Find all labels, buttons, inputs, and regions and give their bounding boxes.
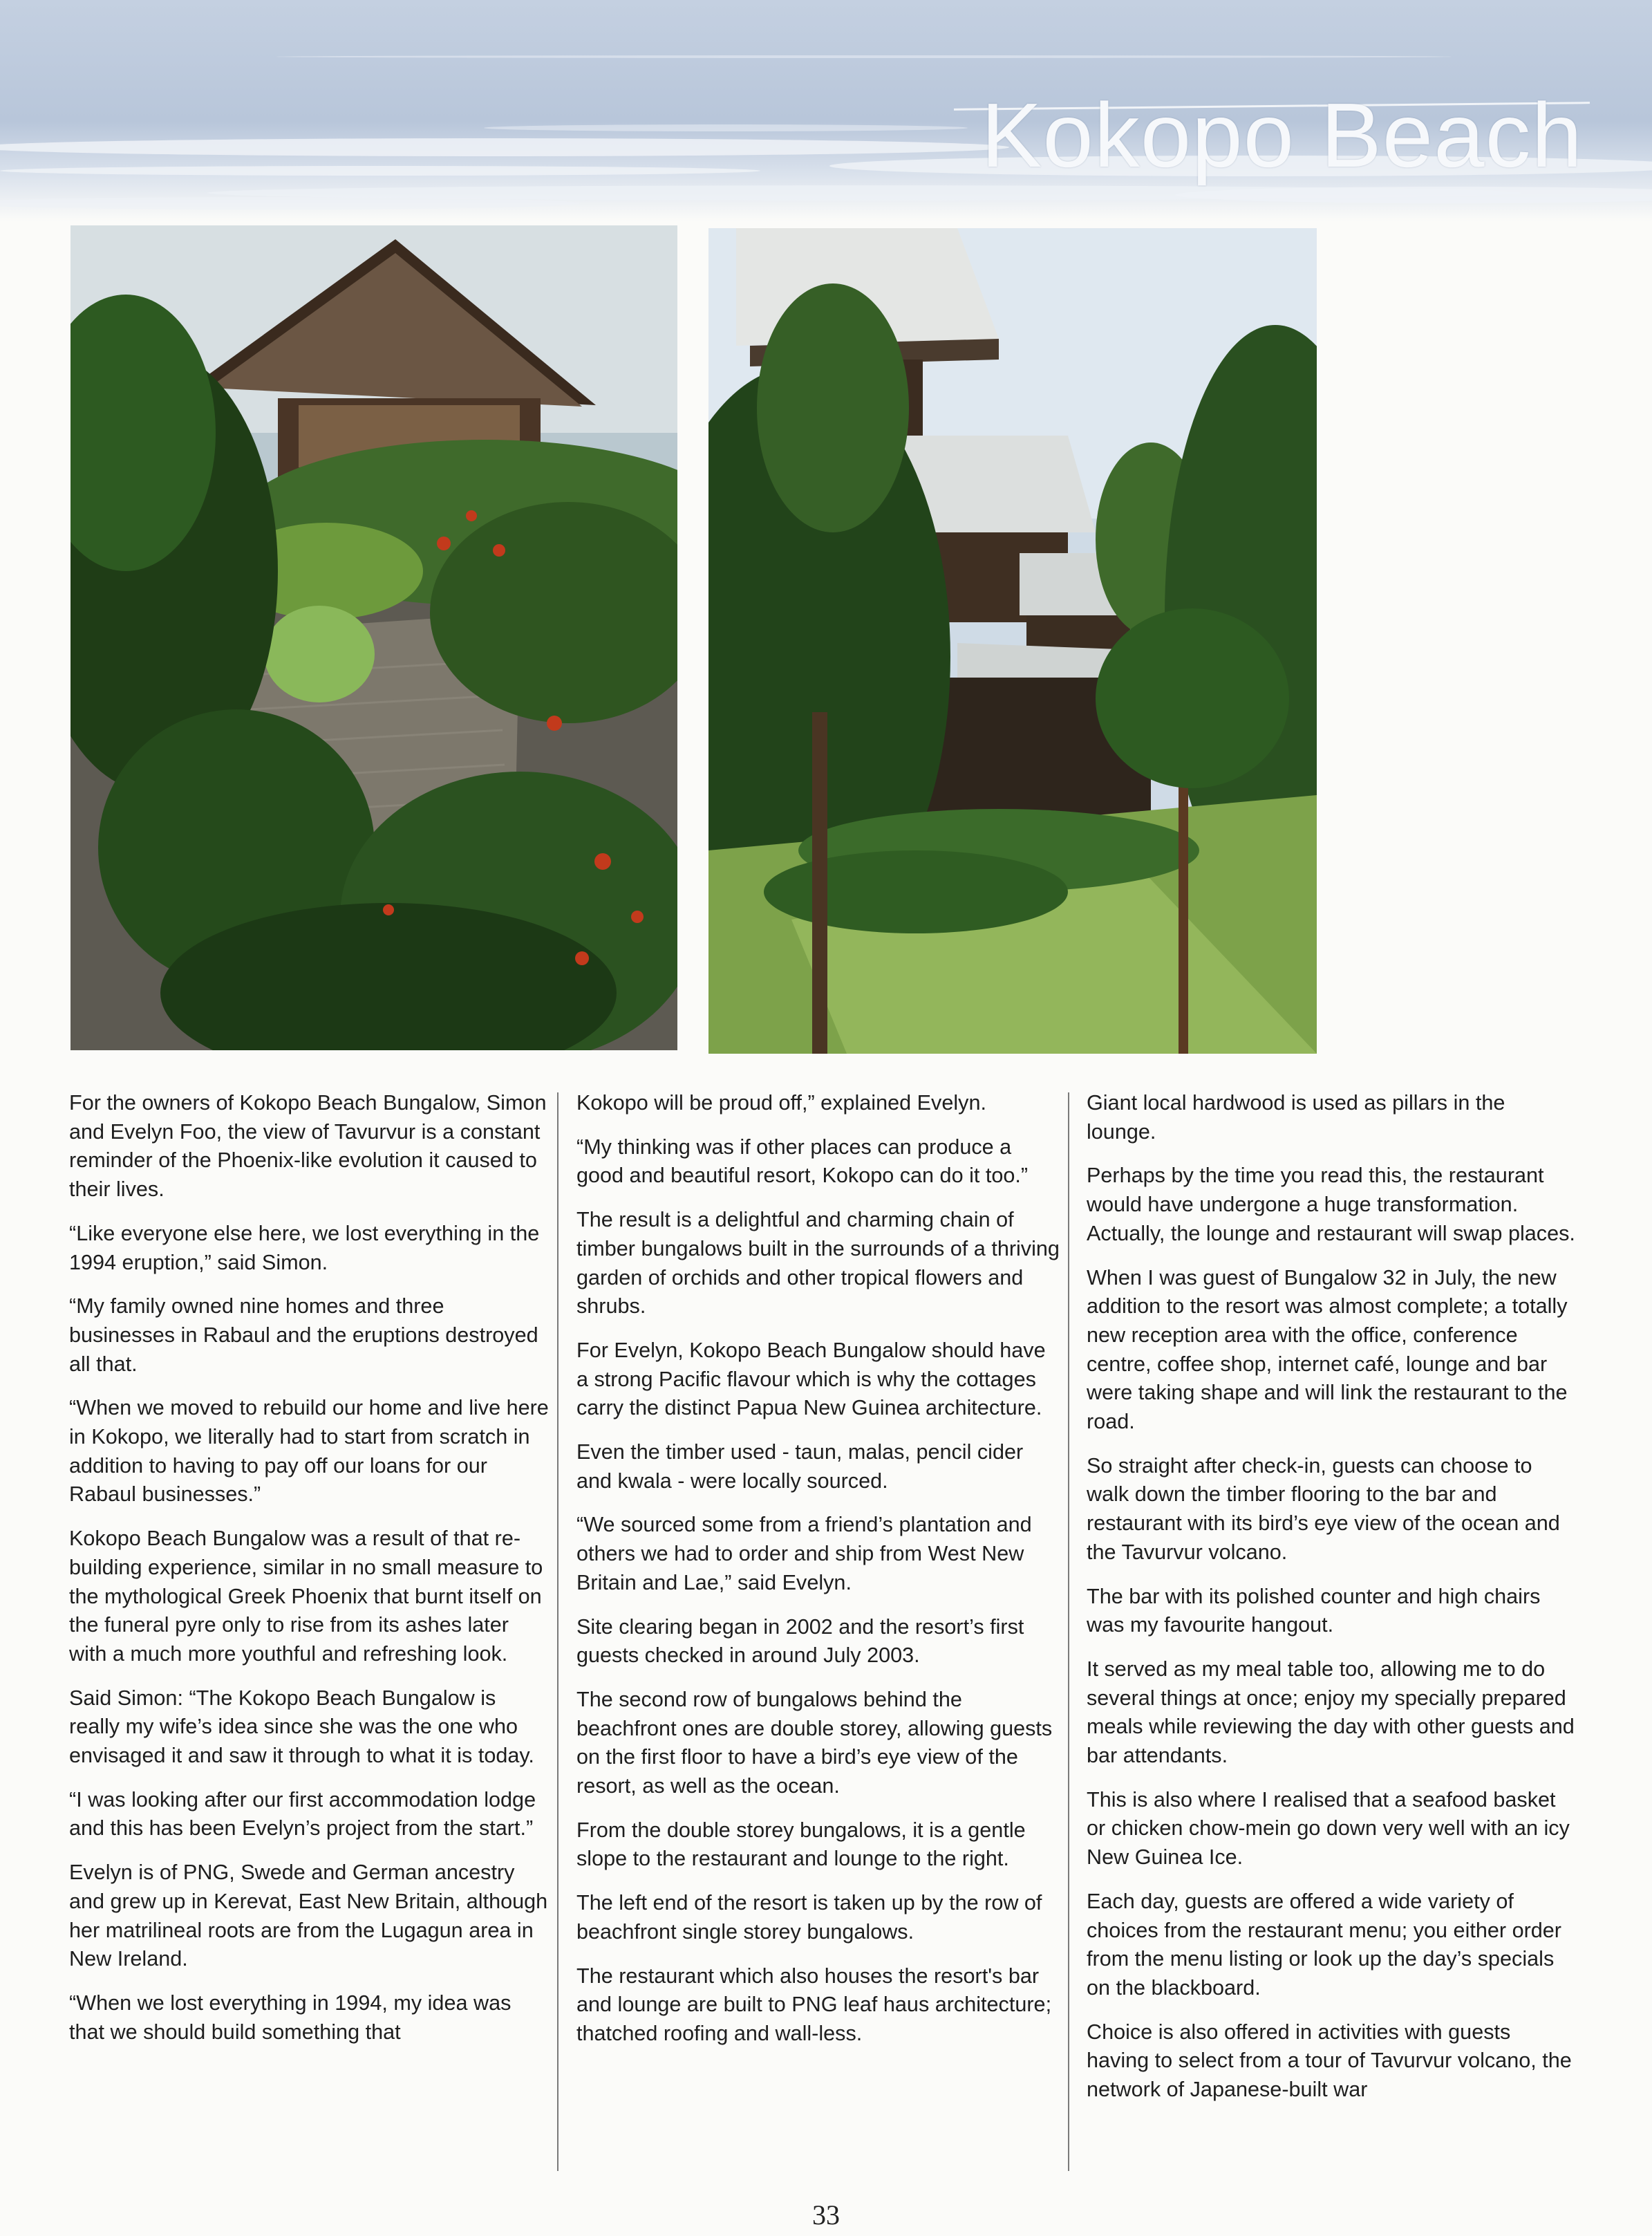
paragraph: For Evelyn, Kokopo Beach Bungalow should have a strong Pacific flavour which is why the cottages carry the distinct Papua New Guinea architecture. [576,1338,1046,1420]
paragraph: The restaurant which also houses the resort's bar and lounge are built to PNG leaf haus architecture; thatched roofing and wall-less. [576,1964,1052,2045]
article-column-3 [1087,1089,1577,2120]
paragraph: Said Simon: “The Kokopo Beach Bungalow is really my wife’s idea since she was the one who envisaged it and saw it through to what it is today. [69,1686,534,1768]
paragraph: “Like everyone else here, we lost everything in the 1994 eruption,” said Simon. [69,1221,540,1274]
article-column-2 [576,1089,1060,2064]
page-title: Kokopo Beach [981,84,1583,186]
photo-garden-stone-terrace-bungalow [71,225,677,1050]
paragraph: So straight after check-in, guests can choose to walk down the timber flooring to the bar and restaurant with its bird’s eye view of the ocean and the Tavurvur volcano. [1087,1453,1560,1564]
paragraph: The left end of the resort is taken up by the row of beachfront single storey bungalows. [576,1891,1042,1944]
paragraph: Site clearing began in 2002 and the resort’s first guests checked in around July 2003. [576,1614,1024,1668]
article-column-1 [69,1089,550,2062]
paragraph: “My thinking was if other places can produce a good and beautiful resort, Kokopo can do it too.” [576,1135,1029,1188]
paragraph: “We sourced some from a friend’s plantation and others we had to order and ship from West New Britain and Lae,” said Evelyn. [576,1513,1032,1594]
paragraph: The second row of bungalows behind the beachfront ones are double storey, allowing guests on the first floor to have a bird’s eye view of the resort, as well as the ocean. [576,1687,1053,1798]
photo-row-of-bungalows-lawn [708,228,1317,1054]
page-number: 33 [812,2199,840,2230]
paragraph: Evelyn is of PNG, Swede and German ancestry and grew up in Kerevat, East New Britain, although her matrilineal roots are from the Lugagun area in New Ireland. [69,1861,548,1971]
photo-left [71,225,677,1050]
paragraph: For the owners of Kokopo Beach Bungalow, Simon and Evelyn Foo, the view of Tavurvur is a constant reminder of the Phoenix-like evolution it caused to their lives. [69,1091,547,1202]
paragraph: “I was looking after our first accommodation lodge and this has been Evelyn’s project from the start.” [69,1787,536,1841]
column-divider-1 [557,1092,559,2171]
paragraph: Even the timber used - taun, malas, pencil cider and kwala - were locally sourced. [576,1440,1024,1493]
photo-right [708,228,1317,1054]
paragraph: The bar with its polished counter and high chairs was my favourite hangout. [1087,1584,1541,1637]
paragraph: Perhaps by the time you read this, the restaurant would have undergone a huge transformation. Actually, the lounge and restaurant will swap places. [1087,1164,1575,1245]
paragraph: The result is a delightful and charming chain of timber bungalows built in the surrounds of a thriving garden of orchids and other tropical flowers and shrubs. [576,1208,1060,1319]
column-divider-2 [1068,1092,1069,2171]
paragraph: Giant local hardwood is used as pillars in the lounge. [1087,1091,1505,1144]
paragraph: It served as my meal table too, allowing me to do several things at once; enjoy my specially prepared meals while reviewing the day with other guests and bar attendants. [1087,1657,1575,1768]
paragraph: “My family owned nine homes and three businesses in Rabaul and the eruptions destroyed all that. [69,1294,538,1376]
header-banner [0,0,1652,221]
paragraph: Each day, guests are offered a wide variety of choices from the restaurant menu; you either order from the menu listing or look up the day’s specials on the blackboard. [1087,1889,1561,2000]
paragraph: “When we lost everything in 1994, my idea was that we should build something that [69,1991,511,2044]
paragraph: From the double storey bungalows, it is a gentle slope to the restaurant and lounge to the right. [576,1818,1026,1871]
paragraph: Kokopo Beach Bungalow was a result of that re-building experience, similar in no small measure to the mythological Greek Phoenix that burnt itself on the funeral pyre only to rise from its ashes later with a much more youthful and refreshing look. [69,1527,543,1666]
paragraph: Choice is also offered in activities with guests having to select from a tour of Tavurvur volcano, the network of Japanese-built war [1087,2020,1572,2102]
paragraph: Kokopo will be proud off,” explained Evelyn. [576,1091,986,1115]
paragraph: When I was guest of Bungalow 32 in July, the new addition to the resort was almost complete; a totally new reception area with the office, conference centre, coffee shop, internet café, lounge and bar were taking shape and will link the restaurant to the road. [1087,1265,1568,1434]
paragraph: This is also where I realised that a seafood basket or chicken chow-mein go down very well with an icy New Guinea Ice. [1087,1787,1570,1870]
paragraph: “When we moved to rebuild our home and live here in Kokopo, we literally had to start from scratch in addition to having to pay off our loans for our Rabaul businesses.” [69,1396,549,1507]
